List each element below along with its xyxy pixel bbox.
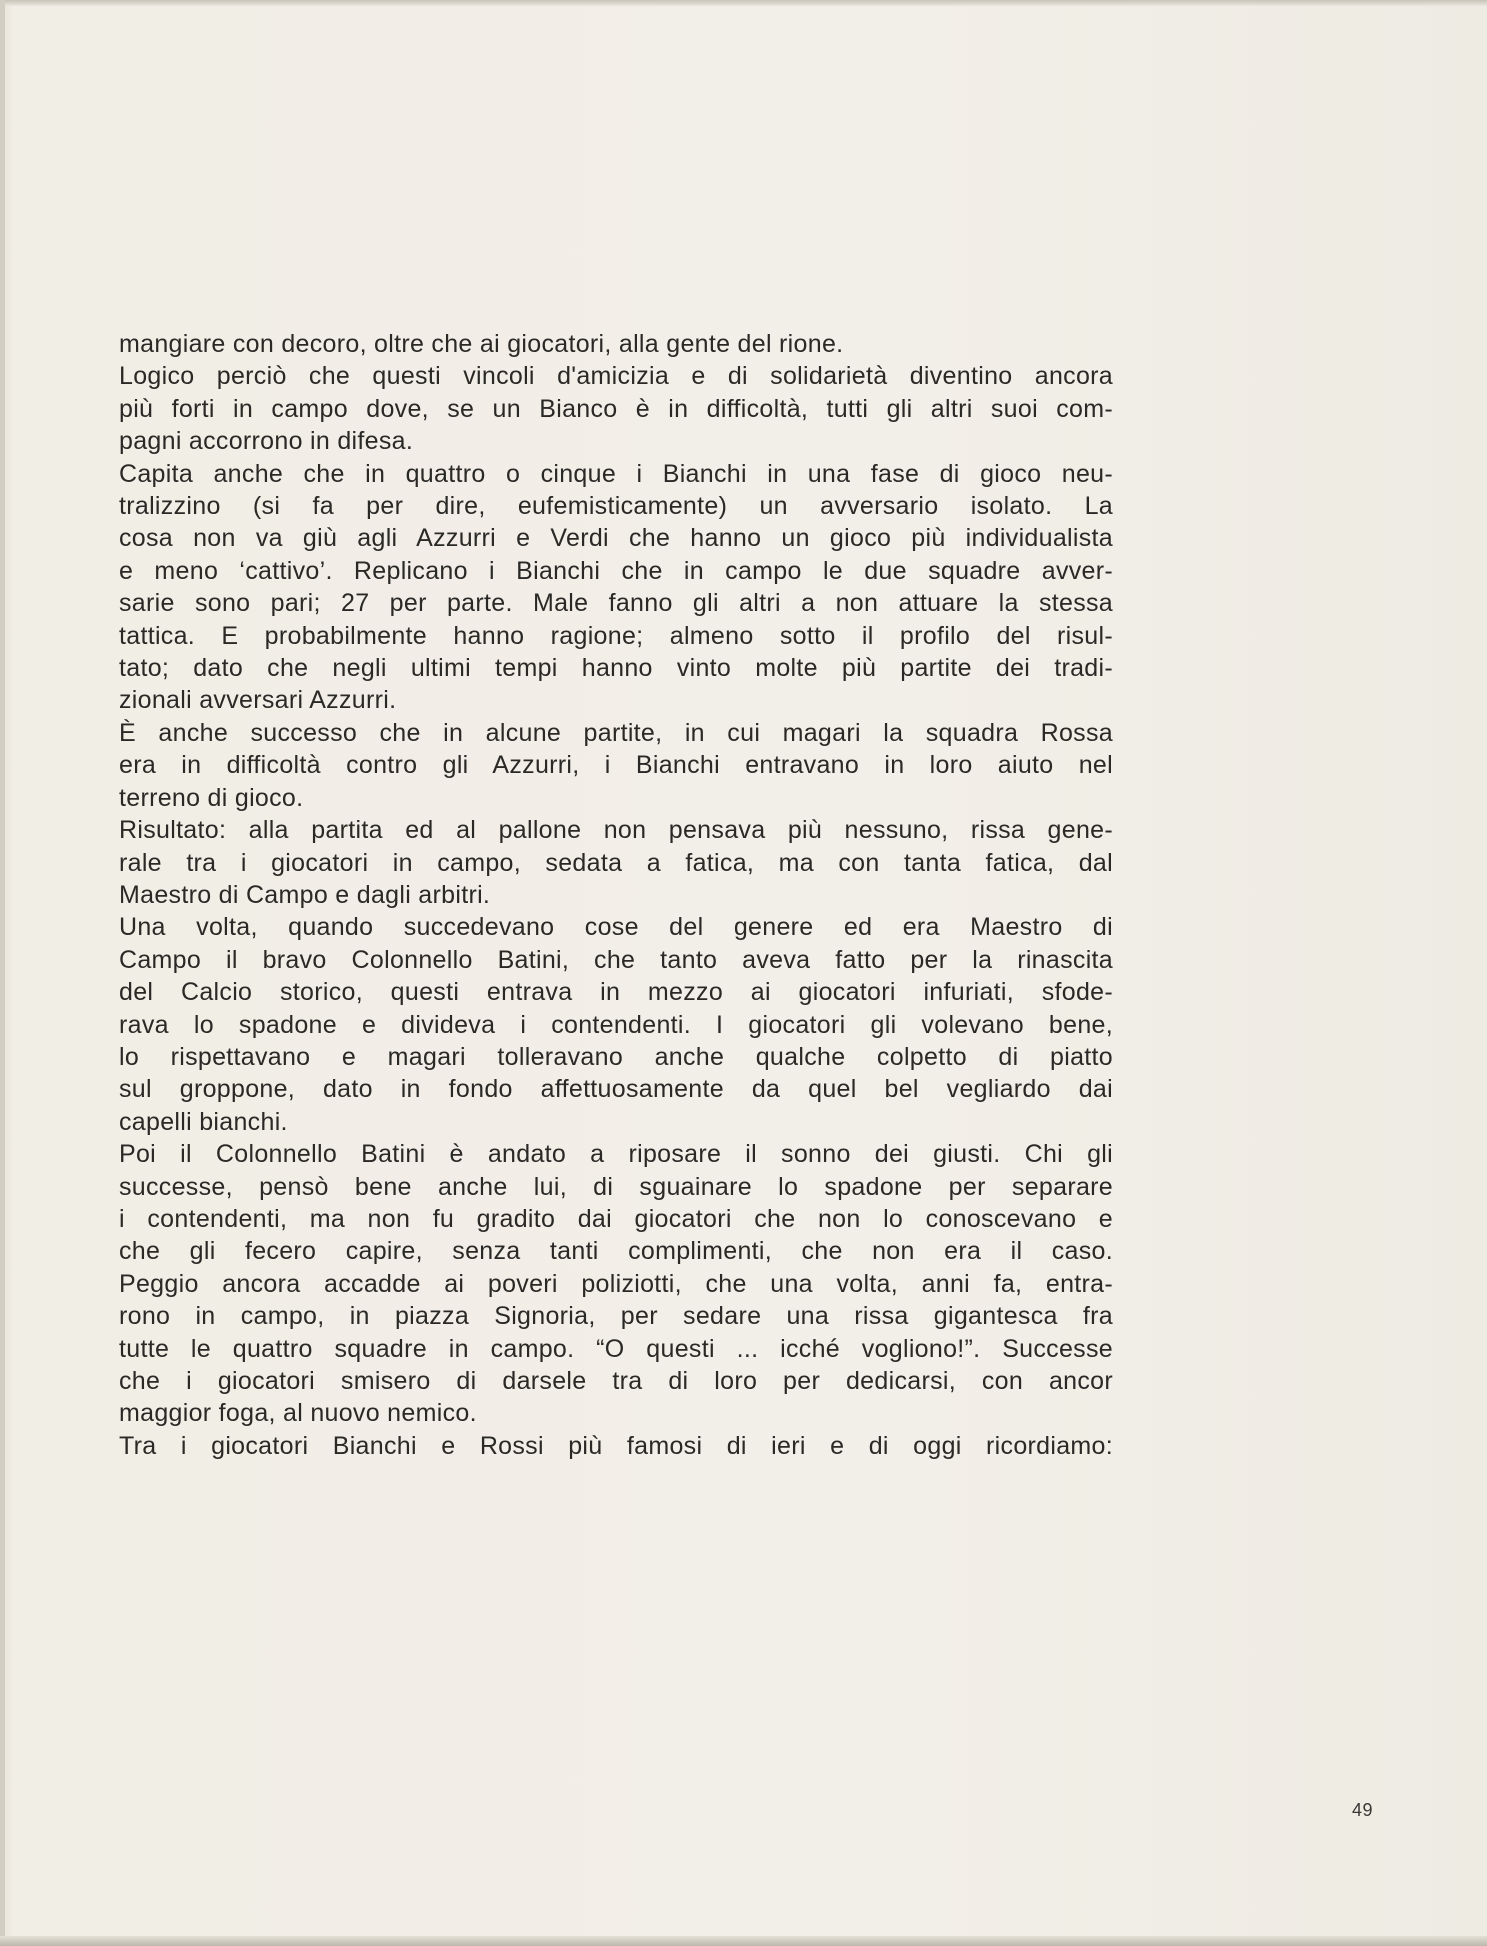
text-line: Maestro di Campo e dagli arbitri. (119, 880, 491, 909)
page-top-edge (0, 0, 1487, 6)
text-line: Campo il bravo Colonnello Batini, che tanto aveva fatto per la rinascita (119, 945, 1113, 974)
page-number: 49 (1352, 1800, 1374, 1820)
text-line: i contendenti, ma non fu gradito dai giocatori che non lo conoscevano e (119, 1204, 1113, 1233)
text-line: maggior foga, al nuovo nemico. (119, 1399, 477, 1428)
text-line: più forti in campo dove, se un Bianco è in difficoltà, tutti gli altri suoi com- (119, 394, 1113, 423)
text-line: mangiare con decoro, oltre che ai giocatori, alla gente del rione. (119, 330, 844, 358)
text-line: del Calcio storico, questi entrava in mezzo ai giocatori infuriati, sfode- (119, 978, 1113, 1007)
text-line: Risultato: alla partita ed al pallone non pensava più nessuno, rissa gene- (119, 816, 1113, 845)
text-line: Tra i giocatori Bianchi e Rossi più famosi di ieri e di oggi ricordiamo: (119, 1431, 1113, 1460)
text-line: Capita anche che in quattro o cinque i Bianchi in una fase di gioco neu- (119, 459, 1113, 488)
text-line: che gli fecero capire, senza tanti complimenti, che non era il caso. (119, 1237, 1113, 1266)
text-line: È anche successo che in alcune partite, in cui magari la squadra Rossa (119, 718, 1113, 747)
text-line: Poi il Colonnello Batini è andato a riposare il sonno dei giusti. Chi gli (119, 1140, 1113, 1169)
text-line: tattica. E probabilmente hanno ragione; almeno sotto il profilo del risul- (119, 621, 1113, 650)
text-line: rono in campo, in piazza Signoria, per sedare una rissa gigantesca fra (119, 1302, 1113, 1331)
text-line: lo rispettavano e magari tolleravano anche qualche colpetto di piatto (119, 1042, 1113, 1071)
text-line: che i giocatori smisero di darsele tra di loro per dedicarsi, con ancor (119, 1367, 1113, 1395)
text-line: era in difficoltà contro gli Azzurri, i Bianchi entravano in loro aiuto nel (119, 751, 1113, 780)
text-line: e meno ‘cattivo’. Replicano i Bianchi che in campo le due squadre avver- (119, 556, 1113, 585)
text-line: sarie sono pari; 27 per parte. Male fanno gli altri a non attuare la stessa (119, 589, 1113, 618)
text-line: sul groppone, dato in fondo affettuosamente da quel bel vegliardo dai (119, 1075, 1113, 1104)
body-text (119, 328, 1113, 1462)
text-line: tralizzino (si fa per dire, eufemisticamente) un avversario isolato. La (119, 492, 1113, 521)
text-line: Logico perciò che questi vincoli d'amicizia e di solidarietà diventino ancora (119, 362, 1113, 391)
text-line: successe, pensò bene anche lui, di sguainare lo spadone per separare (119, 1172, 1113, 1201)
text-line: terreno di gioco. (119, 783, 304, 812)
text-line: Una volta, quando succedevano cose del genere ed era Maestro di (119, 913, 1113, 942)
text-line: rale tra i giocatori in campo, sedata a fatica, ma con tanta fatica, dal (119, 848, 1113, 877)
text-line: tato; dato che negli ultimi tempi hanno vinto molte più partite dei tradi- (119, 654, 1113, 683)
text-line: Peggio ancora accadde ai poveri poliziotti, che una volta, anni fa, entra- (119, 1269, 1113, 1298)
text-line: pagni accorrono in difesa. (119, 427, 414, 456)
text-line: capelli bianchi. (119, 1107, 288, 1136)
text-line: tutte le quattro squadre in campo. “O questi ... icché vogliono!”. Successe (119, 1334, 1113, 1363)
text-line: zionali avversari Azzurri. (119, 686, 397, 715)
text-line: rava lo spadone e divideva i contendenti. I giocatori gli volevano bene, (119, 1010, 1113, 1039)
page-bottom-edge (0, 1936, 1487, 1946)
text-line: cosa non va giù agli Azzurri e Verdi che hanno un gioco più individualista (119, 524, 1113, 553)
page-binding-edge (0, 0, 5, 1946)
